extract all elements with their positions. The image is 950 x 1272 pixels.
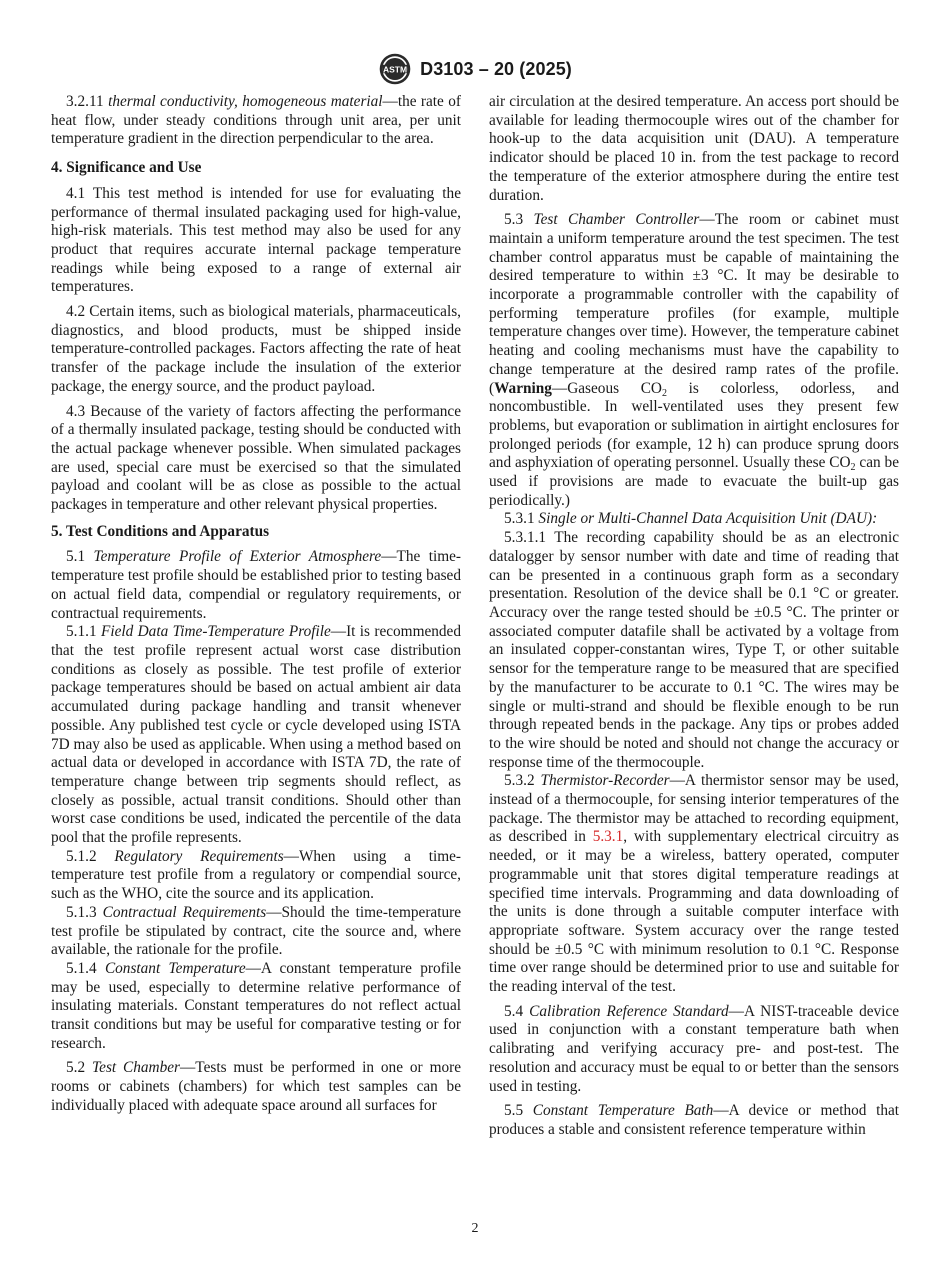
section-4-heading: 4. Significance and Use bbox=[51, 159, 202, 177]
paragraph-5-3: 5.3 Test Chamber Controller—The room or cabinet must maintain a uniform temperature around the test specimen. The test chamber control apparatus must be capable of maintaining the desired temperature to within ±3 °C. It may be desirable to incorporate a programmable controller with the capability of performing temperature profiles (for example, multiple temperature changes over time). However, the temperature cabinet heating and cooling mechanisms must have the capability to change temperature at the desired ramp rates of the profile. (Warning—Gaseous $CO_2$ is colorless, odorless, and noncombustible. In well-ventilated uses they present few problems, but evaporation or sublimation in airtight enclosures for prolonged periods (for example, 12 h) can produce sprung doors and asphyxiation of operating personnel. Usually these $CO_2$ can be used if provisions are made to evacuate the built-up gas periodically.) bbox=[489, 211, 899, 509]
paragraph-5-3-1-1: 5.3.1.1 The recording capability should be as an electronic datalogger by sensor number with date and time of reading that can be presented in a continuous graph form as a secondary presentation. Resolution of the device shall be 0.1 °C or greater. Accuracy over the range tested should be ±0.5 °C. The printer or associated computer datafile shall be activated by a voltage from an insulated copper-constantan wires, Type T, or other suitable sensor for the temperature range to be measured that are specified by the manufacturer to be accurate to 0.1 °C. The wires may be single or multi-strand and should be flexible enough to be run through repeated bends in the package. Any tips or probes added to the wire should be noted and should not change the accuracy or response time of the thermocouple. bbox=[489, 529, 899, 771]
left-column bbox=[51, 93, 461, 1116]
svg-text:ASTM: ASTM bbox=[383, 64, 408, 75]
paragraph-5-3-1: 5.3.1 Single or Multi-Channel Data Acquisition Unit (DAU): bbox=[504, 510, 878, 528]
paragraph-5-1: 5.1 Temperature Profile of Exterior Atmosphere—The time-temperature test profile should be established prior to testing based on actual field data, compendial or regulatory requirements, or contractual requirements. bbox=[51, 548, 461, 622]
paragraph-5-1-4: 5.1.4 Constant Temperature—A constant temperature profile may be used, especially to determine relative performance of insulating materials. Constant temperatures do not reflect actual transit conditions but may be useful for comparative testing or for research. bbox=[51, 959, 461, 1052]
paragraph-5-4: 5.4 Calibration Reference Standard—A NIST-traceable device used in conjunction with a constant temperature bath when calibrating and verifying accuracy pre- and post-test. The resolution and accuracy must be equal to or better than the sensors used in testing. bbox=[489, 1002, 899, 1095]
page-number: 2 bbox=[471, 1221, 479, 1236]
paragraph-3-2-11: 3.2.11 thermal conductivity, homogeneous material—the rate of heat flow, under steady conditions through unit area, per unit temperature gradient in the direction perpendicular to the area. bbox=[51, 93, 461, 148]
paragraph-5-1-3: 5.1.3 Contractual Requirements—Should the time-temperature test profile be stipulated by contract, cite the source and, where available, the rationale for the profile. bbox=[51, 903, 461, 959]
paragraph-4-1: 4.1 This test method is intended for use for evaluating the performance of thermal insulated packaging used for high-value, high-risk materials. This test method may also be used for any product that requires accurate internal package temperature readings while being exposed to a range of external air temperatures. bbox=[51, 184, 461, 296]
paragraph-5-1-2: 5.1.2 Regulatory Requirements—When using a time-temperature test profile from a regulatory or compendial source, such as the WHO, cite the source and its application. bbox=[51, 847, 462, 903]
astm-logo-icon bbox=[378, 52, 412, 86]
paragraph-4-3: 4.3 Because of the variety of factors affecting the performance of a thermally insulated package, testing should be conducted with the actual package whenever possible. When simulated packages are used, special care must be exercised so that the simulated payload and coolant will be as close as possible to the actual packages in temperature and other relevant physical properties. bbox=[51, 402, 461, 514]
section-5-heading: 5. Test Conditions and Apparatus bbox=[51, 522, 270, 540]
paragraph-5-2: 5.2 Test Chamber—Tests must be performed in one or more rooms or cabinets (chambers) for which test samples can be individually placed with adequate space around all surfaces for bbox=[51, 1059, 461, 1114]
section-5-3-1-link[interactable]: 5.3.1 bbox=[592, 828, 624, 846]
paragraph-5-3-2: 5.3.2 Thermistor-Recorder—A thermistor sensor may be used, instead of a thermocouple, for sensing interior temperatures of the package. The thermistor may be attached to recording equipment, as described in 5.3.1, with supplementary electrical circuitry as needed, or it may be a wireless, battery operated, computer programmable unit that stores digital temperature readings at specified time intervals. Programming and data downloading of the units is done through a suitable computer interface with appropriate software. System accuracy over the range tested should be ±0.5 °C with minimum resolution to 0.1 °C. Response time over range should be determined prior to use and suitable for the reading interval of the test. bbox=[489, 772, 899, 996]
paragraph-4-2: 4.2 Certain items, such as biological materials, pharmaceuticals, diagnostics, and blood products, must be shipped inside temperature-controlled packages. Factors affecting the rate of heat transfer of the package include the insulation of the exterior package, the energy source, and the product payload. bbox=[51, 303, 461, 395]
right-column bbox=[489, 93, 899, 1140]
paragraph-5-5: 5.5 Constant Temperature Bath—A device or method that produces a stable and consistent reference temperature within bbox=[489, 1102, 900, 1138]
page-header bbox=[0, 52, 950, 86]
document-id: D3103 – 20 (2025) bbox=[420, 58, 572, 79]
paragraph-5-1-1: 5.1.1 Field Data Time-Temperature Profile—It is recommended that the test profile represent actual worst case distribution conditions as closely as possible. The test profile of exterior package temperatures should be based on actual ambient air data accumulated during package handling and transit whenever possible. Any published test cycle or cycle developed using ISTA 7D may also be used as applicable. When using a method based on actual data or developed in accordance with ISTA 7D, the rate of temperature change between trip segments should reflect, as closely as possible, actual transit conditions. Should other than worst case conditions be used, indicated the percentile of the data pool that the profile represents. bbox=[51, 623, 461, 847]
paragraph-5-2-continued: air circulation at the desired temperature. An access port should be available for leading thermocouple wires out of the chamber for hook-up to the data acquisition unit (DAU). A temperature indicator should be placed 10 in. from the test package to record the temperature of the exterior atmosphere during the entire test duration. bbox=[489, 93, 899, 204]
